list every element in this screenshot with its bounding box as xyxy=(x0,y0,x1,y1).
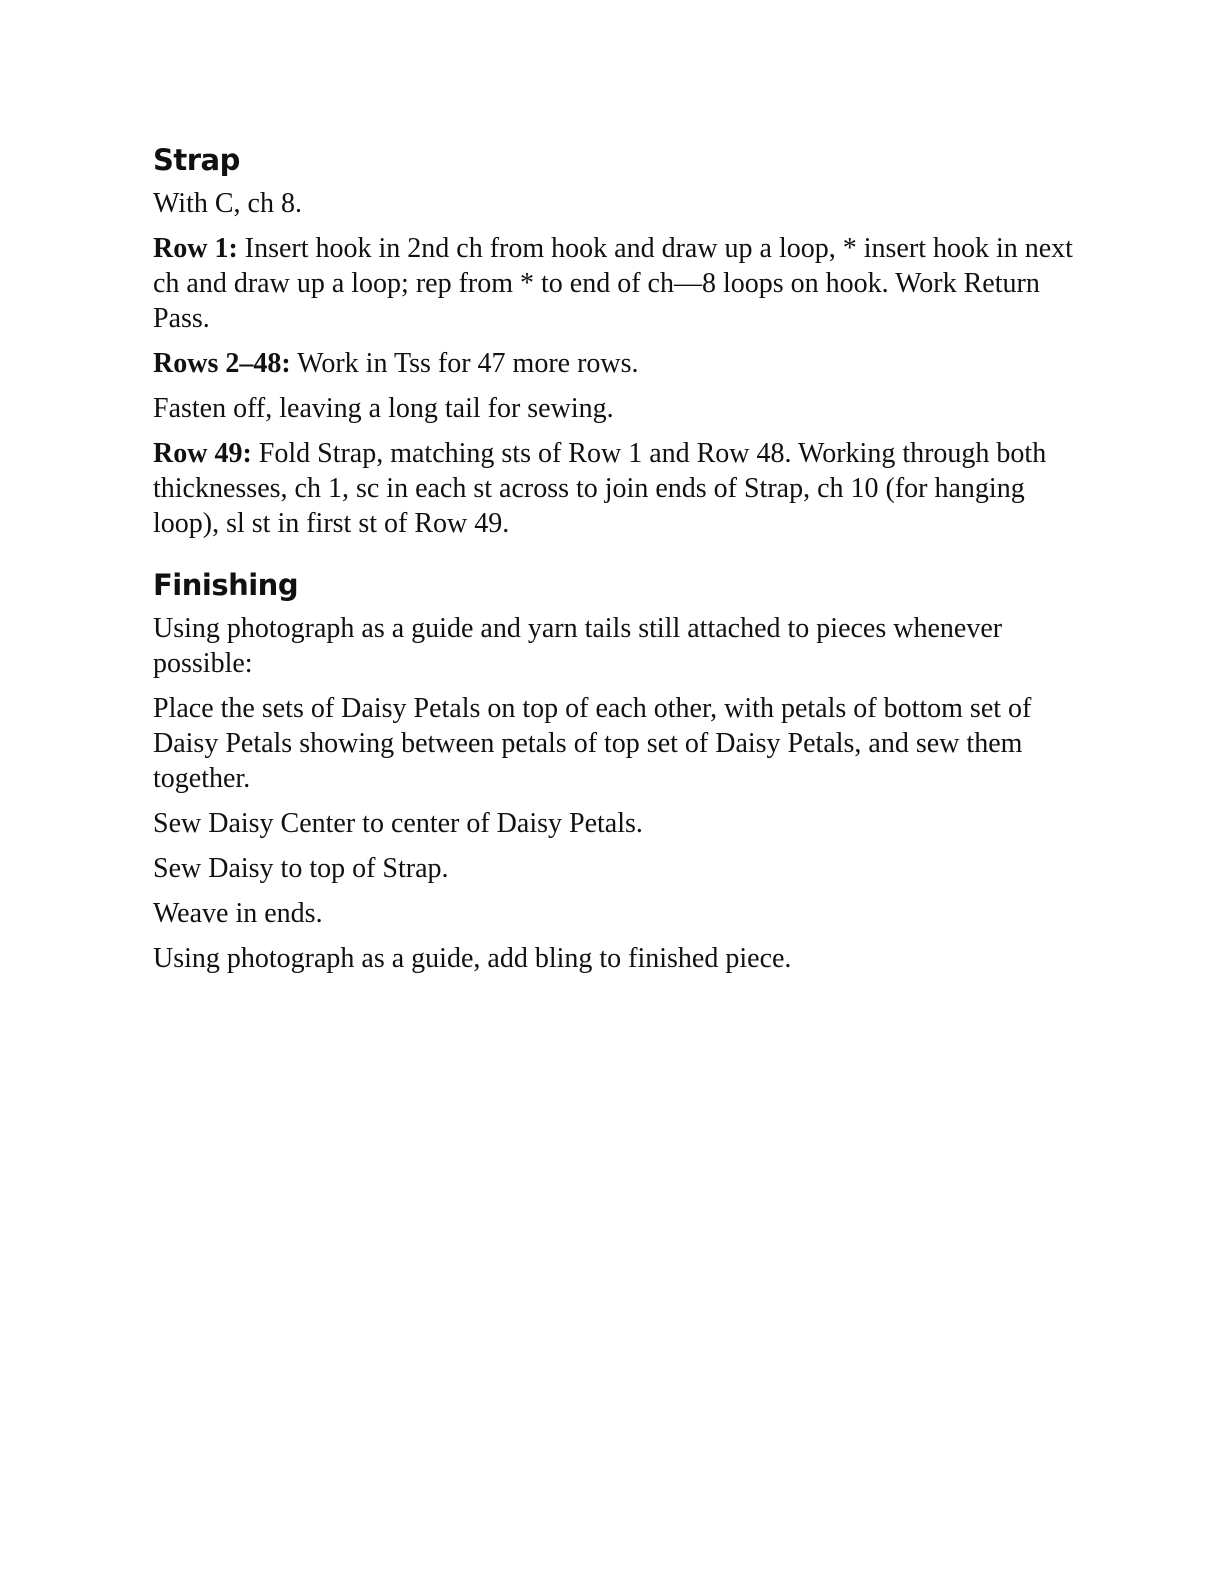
row-1-label: Row 1: xyxy=(153,233,238,264)
strap-heading: Strap xyxy=(153,143,240,177)
fasten-off-instruction: Fasten off, leaving a long tail for sewing. xyxy=(153,393,614,424)
finishing-paragraph: Sew Daisy to top of Strap. xyxy=(153,853,449,884)
row-49-text: Fold Strap, matching sts of Row 1 and Row 48. Working through both thicknesses, ch 1, sc in each st across to join ends of Strap, ch 10 (for hanging loop), sl st in first st of Row 49. xyxy=(153,438,1047,539)
rows-2-48-label: Rows 2–48: xyxy=(153,348,291,379)
finishing-paragraph: Sew Daisy Center to center of Daisy Petals. xyxy=(153,808,643,839)
document-page xyxy=(153,138,1073,986)
finishing-paragraph: Using photograph as a guide and yarn tails still attached to pieces whenever possible: xyxy=(153,613,1003,679)
finishing-paragraph: Using photograph as a guide, add bling to finished piece. xyxy=(153,943,792,974)
rows-2-48-instruction xyxy=(153,346,1073,381)
finishing-paragraph: Place the sets of Daisy Petals on top of each other, with petals of bottom set of Daisy Petals showing between petals of top set of Daisy Petals, and sew them together. xyxy=(153,693,1032,794)
finishing-heading: Finishing xyxy=(153,568,299,602)
finishing-paragraph: Weave in ends. xyxy=(153,898,323,929)
row-49-instruction xyxy=(153,436,1073,541)
rows-2-48-text: Work in Tss for 47 more rows. xyxy=(290,348,639,379)
row-49-label: Row 49: xyxy=(153,438,252,469)
strap-intro: With C, ch 8. xyxy=(153,188,302,219)
row-1-text: Insert hook in 2nd ch from hook and draw up a loop, * insert hook in next ch and draw up a loop; rep from * to end of ch—8 loops on hook. Work Return Pass. xyxy=(153,233,1073,334)
row-1-instruction xyxy=(153,231,1073,336)
